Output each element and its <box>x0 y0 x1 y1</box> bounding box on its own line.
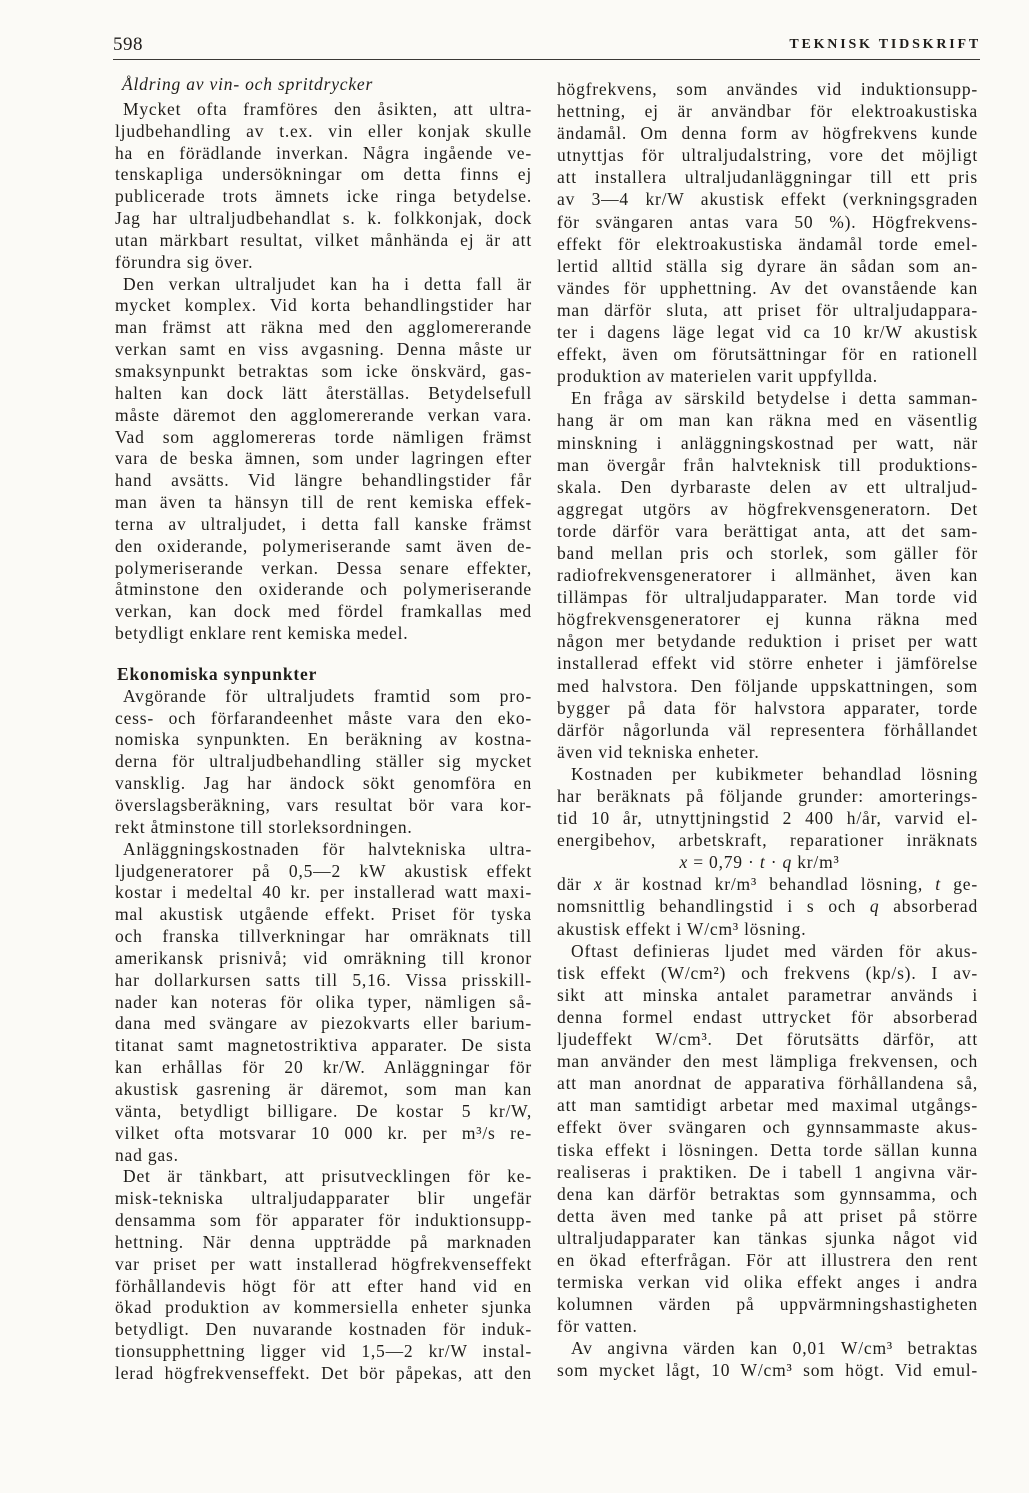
cost-equation <box>557 851 978 873</box>
text-line: att man samtidigt arbetar med maximal utgångs- <box>557 1095 978 1116</box>
text-line: densamma som för apparater för induktionsupp- <box>115 1210 532 1231</box>
text-line: förhållandevis högt för att efter hand vid en <box>115 1275 532 1296</box>
math-variable: x <box>594 874 603 895</box>
text-line: lertid alltid ställa sig dyrare än sådan som an- <box>557 255 978 276</box>
text-line: titanat samt magnetostriktiva apparater. De sista <box>115 1035 532 1056</box>
text-line: tid 10 år, utnyttjningstid 2 400 h/år, varvid el- <box>557 808 978 829</box>
text-line: sikt att minska antalet parametrar används i <box>557 984 978 1005</box>
math-variable: x <box>679 852 689 873</box>
text-line: denna formel endast uttrycket för absorberad <box>557 1006 978 1027</box>
text-line: tillämpas för ultraljudapparater. Man torde vid <box>557 587 978 608</box>
text-line: vänta, betydligt billigare. De kostar 5 kr/W, <box>115 1100 532 1121</box>
text-line: ultraljudapparater kan tänkas sjunka något vid <box>557 1227 978 1248</box>
text-line: har beräknats på följande grunder: amorterings- <box>557 786 978 806</box>
text-line: hettning. När denna uppträdde på marknaden <box>115 1231 532 1252</box>
text-line: man övergår från halvteknisk till produktions- <box>557 454 978 475</box>
text-line: ändamål. Om denna form av högfrekvens kunde <box>557 123 978 144</box>
text-line: man därför sluta, att priset för ultraljudappara- <box>557 299 978 320</box>
text-line: betydligt. Den nuvarande kostnaden för induk- <box>115 1319 532 1340</box>
paragraph <box>557 873 978 939</box>
header-rule <box>113 59 980 60</box>
text-line: produktion av materielen varit uppfyllda. <box>557 366 878 387</box>
text-line: Oftast definieras ljudet med värden för akus- <box>571 940 978 961</box>
text-segment: är kostnad kr/m³ behandlad lösning, <box>602 874 936 895</box>
text-line: utnyttjas för ultraljudalstring, vore det möjligt <box>557 145 978 166</box>
text-segment: nomsnittlig behandlingstid i s och <box>557 896 870 917</box>
text-line: amerikansk prisnivå; vid omräkning till kronor <box>115 947 532 968</box>
text-line: publicerade trots ämnets icke ringa betydelse. <box>115 186 532 207</box>
text-line: verkan, kan dock med fördel framkallas med <box>115 601 532 622</box>
text-line: band mellan pris och storlek, som gäller för <box>557 542 978 563</box>
text-line <box>557 895 978 917</box>
text-line: att installera ultraljudanläggningar till ett pris <box>557 167 978 188</box>
text-segment: = 0,79 · <box>688 852 760 873</box>
text-line: Jag har ultraljudbehandlat s. k. folkkonjak, dock <box>115 208 532 229</box>
text-line: kan erhållas för 20 kr/W. Anläggningar för <box>115 1057 532 1078</box>
text-line: skala. Den dyrbaraste delen av ett ultraljud- <box>557 476 978 497</box>
text-line: effekt för elektroakustiska ändamål torde emel- <box>557 233 978 254</box>
section-heading: Åldring av vin- och spritdrycker <box>122 74 374 94</box>
text-segment: kr/m³ <box>792 852 840 873</box>
text-line: vilket ofta motsvarar 10 000 kr. per m³/s re- <box>115 1122 532 1143</box>
text-line: radiofrekvensgeneratorer i allmänhet, även kan <box>557 565 978 586</box>
text-line: kolumnen värden på uppvärmningshastigheten <box>557 1294 978 1315</box>
text-line: Kostnaden per kubikmeter behandlad lösning <box>571 763 978 784</box>
text-line: detta även med tanke på att priset på större <box>557 1205 978 1226</box>
text-line: nader kan noteras för olika typer, nämligen så- <box>115 991 532 1012</box>
paragraph <box>557 78 978 387</box>
text-line: verkan samt en viss avgasning. Denna måste ur <box>115 339 532 360</box>
paragraph <box>115 99 532 274</box>
text-line: för svängaren antas vara 50 %). Högfrekvens- <box>557 211 978 232</box>
text-line: den oxiderande, polymeriserande samt även de- <box>115 535 532 556</box>
text-line: misk-tekniska ultraljudapparater blir ungefär <box>115 1188 532 1209</box>
text-line: effekt, även om förutsättningar för en rationell <box>557 344 978 365</box>
text-line: var priset per watt installerad högfrekvenseffekt <box>115 1253 532 1274</box>
text-line: man främst att räkna med den agglomererande <box>115 317 532 338</box>
text-segment: · <box>765 852 783 873</box>
text-line: derna för ultraljudbehandling ställer sig mycket <box>115 751 532 772</box>
text-line: högfrekvens, som användes vid induktionsupp- <box>557 79 978 99</box>
text-line: betydligt enklare rent kemiska medel. <box>115 623 409 644</box>
text-line: dena kan därför betraktas som gynnsamma, och <box>557 1183 978 1204</box>
text-line: nomiska synpunkten. En beräkning av kostna- <box>115 729 532 750</box>
text-line: lerad högfrekvenseffekt. Det bör påpekas, att den <box>115 1362 532 1383</box>
text-line: tionsupphettning ligger vid 1,5—2 kr/W instal- <box>115 1341 532 1362</box>
text-line: därför någorlunda väl representera förhållandet <box>557 719 978 740</box>
text-line: Vad som agglomereras torde nämligen främst <box>115 426 532 447</box>
text-line <box>557 851 978 873</box>
text-line: cess- och förfarandeenhet måste vara den eko- <box>115 707 532 728</box>
paragraph <box>557 1337 978 1381</box>
text-line: och franska tillverkningar har omräknats till <box>115 926 532 947</box>
text-line: utan märkbart resultat, vilket månhända ej är att <box>115 229 532 250</box>
text-line: En fråga av särskild betydelse i detta samman- <box>571 388 978 409</box>
text-segment: ge- <box>940 874 978 895</box>
text-line: ljudgeneratorer på 0,5—2 kW akustisk effekt <box>115 860 532 881</box>
text-line: med halvstora. Den följande uppskattningen, som <box>557 675 978 696</box>
text-line: minskning i anläggningskostnad per watt, när <box>557 432 978 453</box>
text-line: Av angivna värden kan 0,01 W/cm³ betraktas <box>571 1338 978 1359</box>
text-line: av 3—4 kr/W akustisk effekt (verkningsgraden <box>557 189 978 210</box>
text-line <box>557 873 978 895</box>
text-line: torde därför vara berättigat anta, att det sam- <box>557 520 978 541</box>
paragraph <box>115 839 532 1167</box>
text-line: någon mer betydande reduktion i priset per watt <box>557 631 978 652</box>
right-column <box>557 78 978 1382</box>
math-variable: q <box>782 852 793 873</box>
text-line: förundra sig över. <box>115 251 254 272</box>
text-line: Avgörande för ultraljudets framtid som pro- <box>123 685 532 706</box>
text-line: även vid tekniska enheter. <box>557 741 760 762</box>
text-line: Det är tänkbart, att prisutvecklingen för ke- <box>123 1166 532 1187</box>
paragraph <box>115 1166 532 1384</box>
text-line: tiska effekt i lösningen. Detta torde sällan kunna <box>557 1139 978 1160</box>
text-line: en ökad efterfrågan. För att illustrera den rent <box>557 1249 978 1270</box>
text-line: halten kan dock lätt återställas. Betydelsefull <box>115 382 532 403</box>
text-line: akustisk effekt i W/cm³ lösning. <box>557 918 807 939</box>
text-line: bygger på data för halvstora apparater, torde <box>557 697 978 718</box>
text-line: vansklig. Jag har ändock sökt genomföra en <box>115 773 532 794</box>
text-line: energibehov, arbetskraft, reparationer inräknats <box>557 830 978 851</box>
running-header-journal-title: TEKNISK TIDSKRIFT <box>789 37 981 52</box>
text-line: mycket komplex. Vid korta behandlingstider har <box>115 295 532 316</box>
math-variable: t <box>759 852 766 873</box>
paragraph <box>557 763 978 851</box>
text-line: för vatten. <box>557 1316 638 1337</box>
text-line: som mycket lågt, 10 W/cm³ som högt. Vid emul- <box>557 1360 978 1381</box>
text-line: ljudbehandling av t.ex. vin eller konjak skulle <box>115 120 532 141</box>
text-line: mal akustisk utgående effekt. Priset för tyska <box>115 904 532 925</box>
text-line: högfrekvensgeneratorer ej kunna räkna med <box>557 609 978 630</box>
text-line: ökad produktion av kommersiella enheter sjunka <box>115 1297 532 1318</box>
paragraph <box>557 387 978 763</box>
text-line: polymeriserande verkan. Dessa senare effekter, <box>115 557 532 578</box>
text-line: hand avsätts. Vid längre behandlingstider får <box>115 470 532 491</box>
text-line: man även ta hänsyn till de rent kemiska effek- <box>115 492 532 513</box>
text-line: aggregat utgörs av högfrekvensgeneratorn. Det <box>557 498 978 519</box>
text-line: har dollarkursen satts till 5,16. Vissa prisskill- <box>115 969 532 990</box>
text-line: terna av ultraljudet, i detta fall kanske främst <box>115 513 532 534</box>
text-line: överslagsberäkning, vars resultat bör vara kor- <box>115 795 532 815</box>
text-line: nad gas. <box>115 1144 179 1165</box>
text-line: måste däremot den agglomererande verkan vara. <box>115 404 532 425</box>
text-line: hang är om man kan räkna med en väsentlig <box>557 410 978 431</box>
text-line: Anläggningskostnaden för halvtekniska ultra- <box>123 838 532 859</box>
text-segment: där <box>557 874 595 895</box>
text-line: att man anordnat de apparativa förhållandena så, <box>557 1073 978 1094</box>
section-heading: Ekonomiska synpunkter <box>117 663 318 684</box>
page-number: 598 <box>113 34 143 55</box>
left-column <box>115 74 532 1385</box>
text-line: akustisk gasrening är däremot, som man kan <box>115 1078 532 1099</box>
text-line: termiska verkan vid olika effekt anges i andra <box>557 1272 978 1293</box>
text-line: ljudeffekt W/cm³. Det förutsätts därför, att <box>557 1029 978 1050</box>
math-variable: q <box>869 896 880 917</box>
text-line: hettning, ej är användbar för elektroakustiska <box>557 101 978 122</box>
text-line: installerad effekt vid större enheter i jämförelse <box>557 653 978 674</box>
paragraph <box>115 686 532 839</box>
text-line: ter i dagens läge legat vid ca 10 kr/W akustisk <box>557 322 978 343</box>
text-line: effekt över svängaren och gynnsammaste akus- <box>557 1117 978 1138</box>
text-line: tenskapliga undersökningar om detta finns ej <box>115 164 532 185</box>
text-line: vara de beska ämnen, som under lagringen efter <box>115 448 532 469</box>
text-line: ha en förädlande inverkan. Några ingående ve- <box>115 142 532 163</box>
text-line: realiseras i praktiken. De i tabell 1 angivna vär- <box>557 1161 978 1182</box>
text-line: kostar i medeltal 40 kr. per installerad watt maxi- <box>115 882 532 903</box>
text-line: smaksynpunkt betraktas som icke önskvärd, gas- <box>115 360 532 381</box>
text-line: tisk effekt (W/cm²) och frekvens (kp/s). I av- <box>557 962 978 983</box>
text-line: åtminstone den oxiderande och polymeriserande <box>115 579 532 600</box>
paragraph <box>115 274 532 645</box>
text-line: man använder den mest lämpliga frekvensen, och <box>557 1051 978 1072</box>
paragraph <box>557 940 978 1338</box>
text-line: vändes för upphettning. Av det ovanstående kan <box>557 277 978 298</box>
text-segment: absorberad <box>879 896 978 917</box>
text-line: rekt åtminstone till storleksordningen. <box>115 816 413 837</box>
text-line: dana med svängare av piezokvarts eller barium- <box>115 1013 532 1034</box>
text-line: Mycket ofta framföres den åsikten, att ultra- <box>123 98 532 119</box>
math-variable: t <box>935 874 941 895</box>
text-line: Den verkan ultraljudet kan ha i detta fall är <box>123 273 532 294</box>
